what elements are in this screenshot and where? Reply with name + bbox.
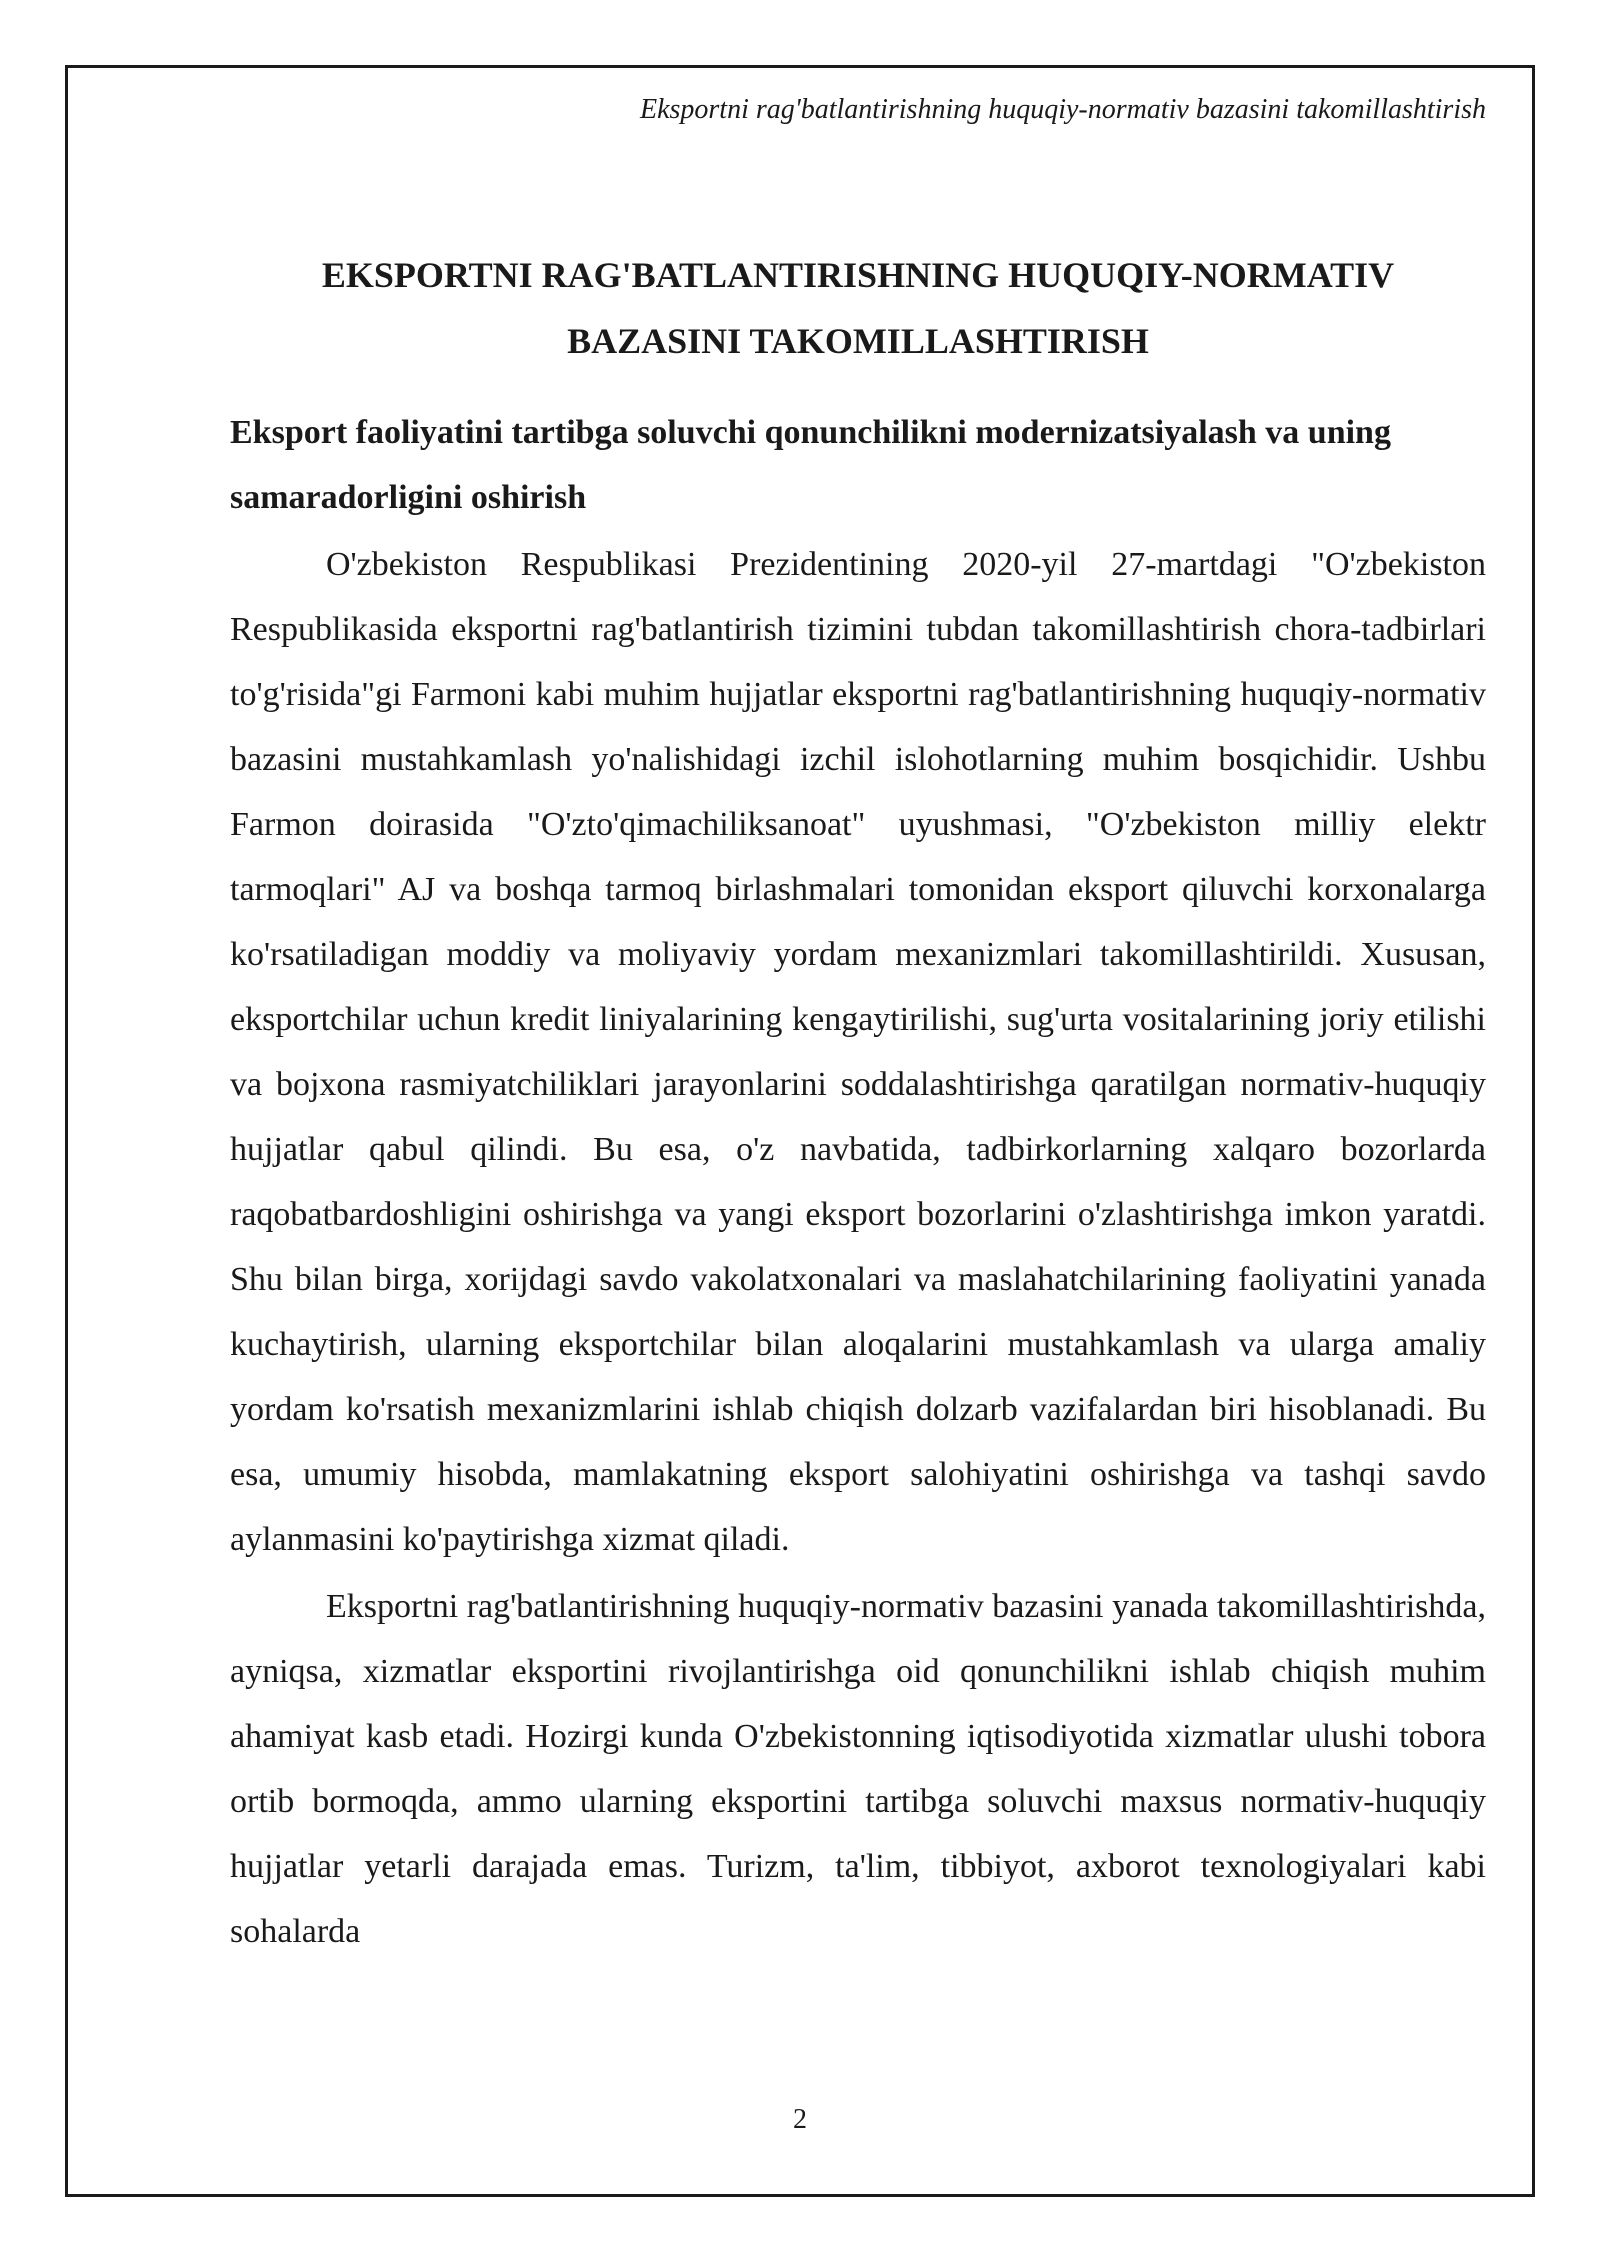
section-heading: Eksport faoliyatini tartibga soluvchi qonunchilikni modernizatsiyalash va uning samaradorligini oshirish bbox=[230, 414, 1391, 516]
body-paragraph-1: O'zbekiston Respublikasi Prezidentining 2020-yil 27-martdagi "O'zbekiston Respublikasida eksportni rag'batlantirish tizimini tubdan takomillashtirish chora-tadbirlari to'g'risida"gi Farmoni kabi muhim hujjatlar eksportni rag'batlantirishning huquqiy-normativ bazasini mustahkamlash yo'nalishidagi izchil islohotlarning muhim bosqichidir. Ushbu Farmon doirasida "O'zto'qimachiliksanoat" uyushmasi, "O'zbekiston milliy elektr tarmoqlari" AJ va boshqa tarmoq birlashmalari tomonidan eksport qiluvchi korxonalarga ko'rsatiladigan moddiy va moliyaviy yordam mexanizmlari takomillashtirildi. Xususan, eksportchilar uchun kredit liniyalarining kengaytirilishi, sug'urta vositalarining joriy etilishi va bojxona rasmiyatchiliklari jarayonlarini soddalashtirishga qaratilgan normativ-huquqiy hujjatlar qabul qilindi. Bu esa, o'z navbatida, tadbirkorlarning xalqaro bozorlarda raqobatbardoshligini oshirishga va yangi eksport bozorlarini o'zlashtirishga imkon yaratdi. Shu bilan birga, xorijdagi savdo vakolatxonalari va maslahatchilarining faoliyatini yanada kuchaytirish, ularning eksportchilar bilan aloqalarini mustahkamlash va ularga amaliy yordam ko'rsatish mexanizmlarini ishlab chiqish dolzarb vazifalardan biri hisoblanadi. Bu esa, umumiy hisobda, mamlakatning eksport salohiyatini oshirishga va tashqi savdo aylanmasini ko'paytirishga xizmat qiladi. bbox=[230, 546, 1486, 1558]
body-paragraph-2: Eksportni rag'batlantirishning huquqiy-normativ bazasini yanada takomillashtirishda, ayniqsa, xizmatlar eksportini rivojlantirishga oid qonunchilikni ishlab chiqish muhim ahamiyat kasb etadi. Hozirgi kunda O'zbekistonning iqtisodiyotida xizmatlar ulushi tobora ortib bormoqda, ammo ularning eksportini tartibga soluvchi maxsus normativ-huquqiy hujjatlar yetarli darajada emas. Turizm, ta'lim, tibbiyot, axborot texnologiyalari kabi sohalarda bbox=[230, 1588, 1486, 1950]
running-header: Eksportni rag'batlantirishning huquqiy-normativ bazasini takomillashtirish bbox=[639, 94, 1486, 125]
document-title: EKSPORTNI RAG'BATLANTIRISHNING HUQUQIY-NORMATIV BAZASINI TAKOMILLASHTIRISH bbox=[321, 255, 1395, 361]
page-number: 2 bbox=[793, 2104, 807, 2135]
page-content bbox=[230, 90, 1486, 1964]
